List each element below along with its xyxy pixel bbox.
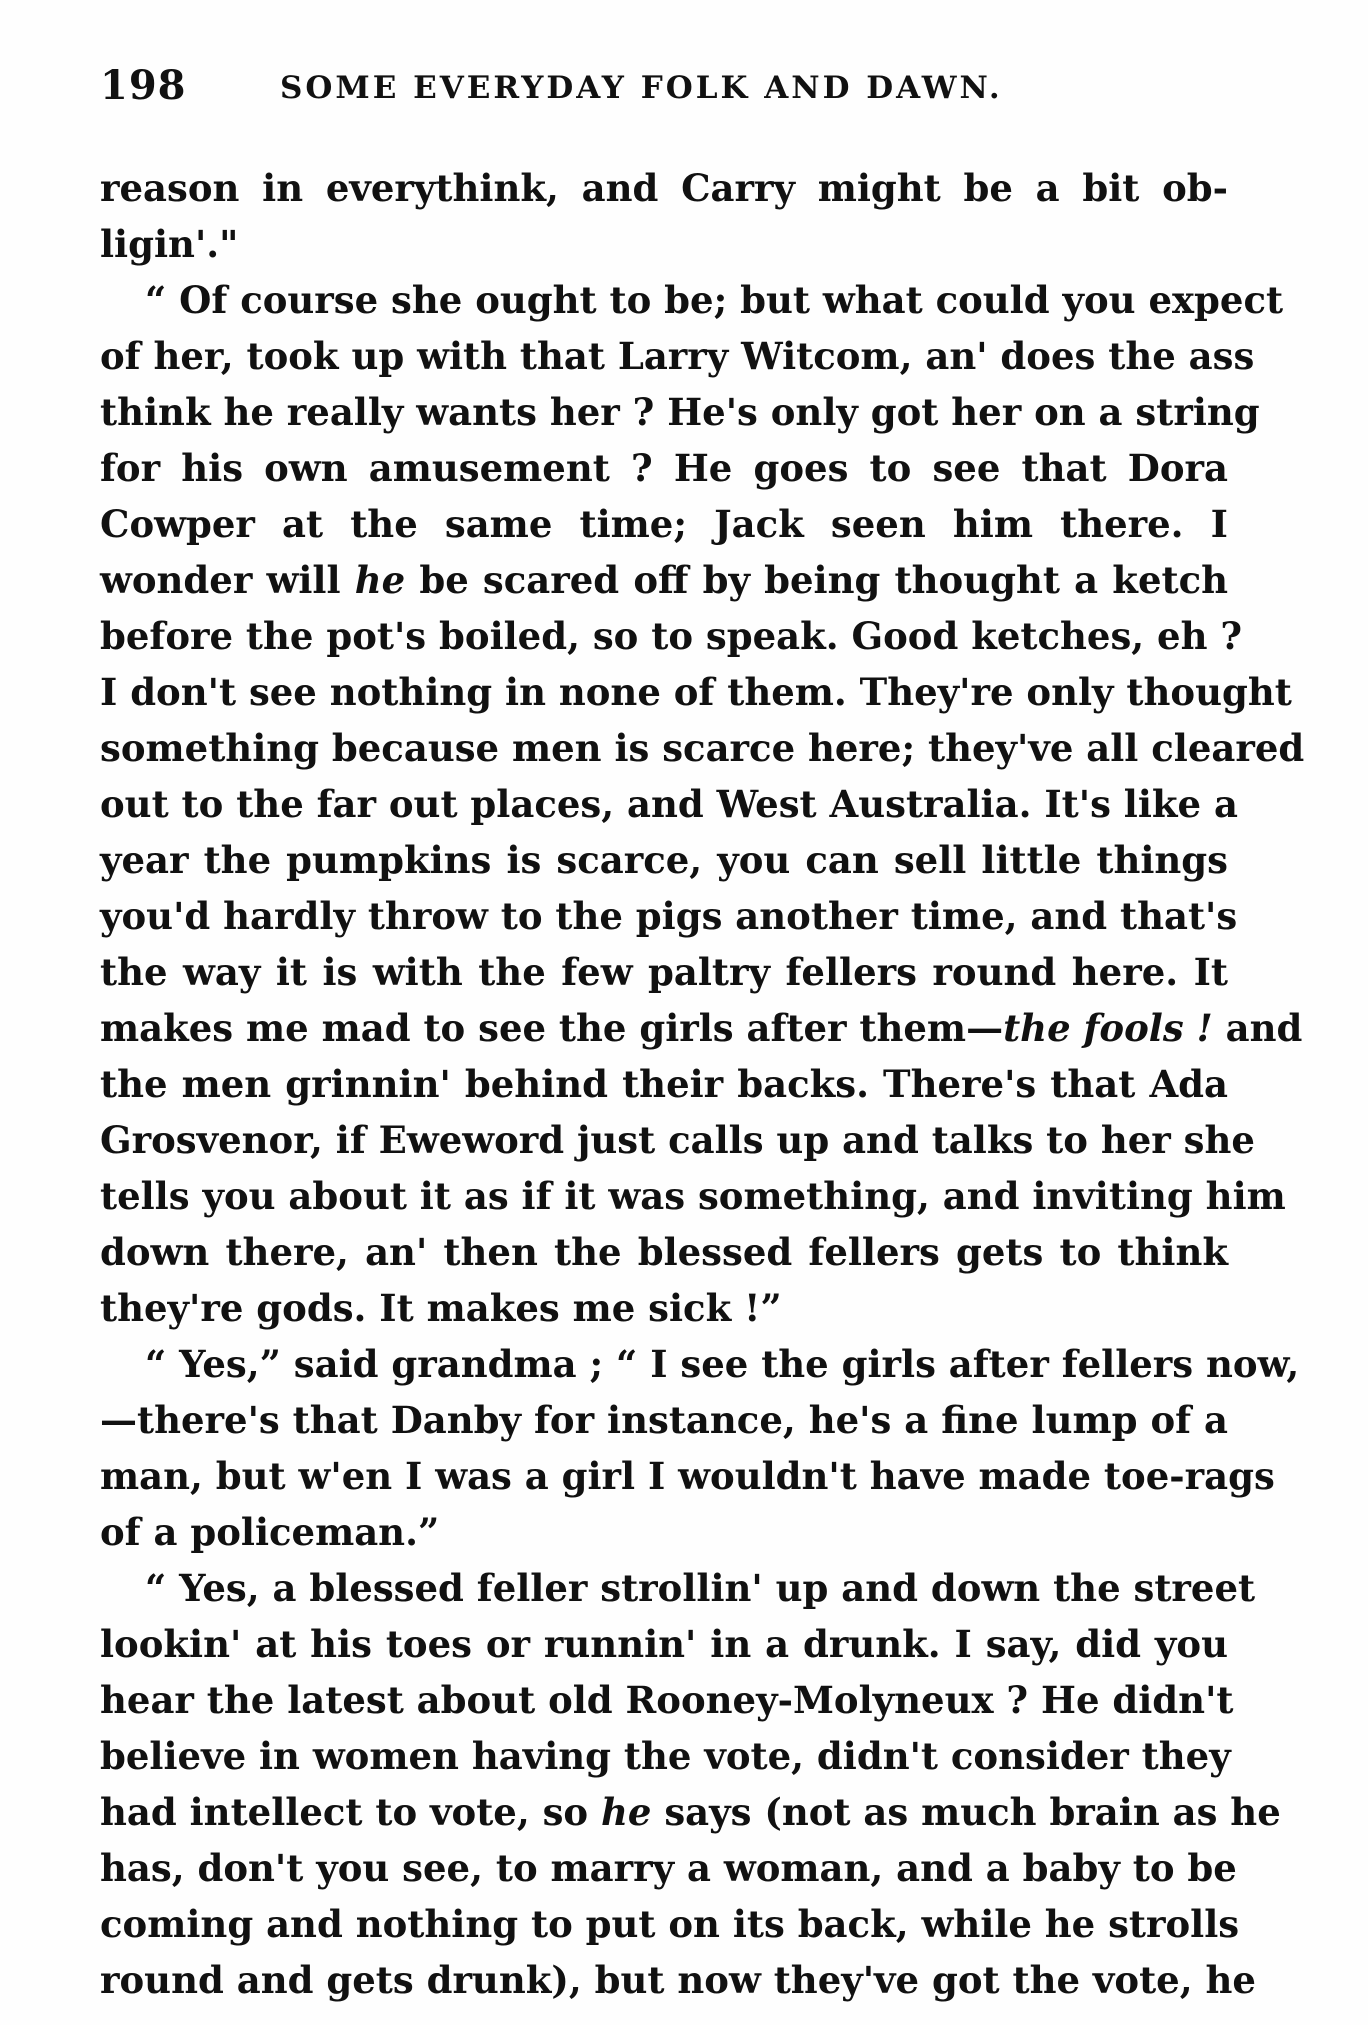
text-line: the men grinnin' behind their backs. There's that Ada: [100, 1062, 1228, 1106]
text-line: coming and nothing to put on its back, while he strolls: [100, 1902, 1240, 1946]
text-line: something because men is scarce here; they've all cleared: [100, 726, 1305, 770]
text-line: for his own amusement ? He goes to see that Dora: [100, 446, 1228, 490]
italic-word: he: [354, 558, 406, 602]
text-line: “ Yes, a blessed feller strollin' up and down the street: [145, 1566, 1256, 1610]
text-line: out to the far out places, and West Australia. It's like a: [100, 782, 1238, 826]
text-line: lookin' at his toes or runnin' in a drunk. I say, did you: [100, 1622, 1228, 1666]
text-line: before the pot's boiled, so to speak. Good ketches, eh ?: [100, 614, 1243, 658]
text-line: Grosvenor, if Eweword just calls up and talks to her she: [100, 1118, 1255, 1162]
running-title: SOME EVERYDAY FOLK AND DAWN.: [280, 70, 1003, 106]
line-part: had intellect to vote, so: [100, 1790, 601, 1834]
text-line: —there's that Danby for instance, he's a fine lump of a: [100, 1398, 1228, 1442]
running-head: [100, 62, 1228, 122]
text-line: hear the latest about old Rooney-Molyneux ? He didn't: [100, 1678, 1234, 1722]
text-line: has, don't you see, to marry a woman, and a baby to be: [100, 1846, 1237, 1890]
text-line: [100, 1000, 1303, 1056]
line-part: makes me mad to see the girls after them—: [100, 1006, 1004, 1050]
italic-word: he: [600, 1790, 652, 1834]
text-line: think he really wants her ? He's only got her on a string: [100, 390, 1260, 434]
text-line: “ Of course she ought to be; but what could you expect: [145, 278, 1284, 322]
text-line: reason in everythink, and Carry might be a bit ob-: [100, 166, 1228, 210]
text-line: [100, 1784, 1281, 1840]
text-line: man, but w'en I was a girl I wouldn't have made toe-rags: [100, 1454, 1275, 1498]
line-part: and: [1212, 1006, 1303, 1050]
text-line: round and gets drunk), but now they've got the vote, he: [100, 1958, 1256, 2002]
text-line: down there, an' then the blessed fellers gets to think: [100, 1230, 1228, 1274]
text-line: believe in women having the vote, didn't consider they: [100, 1734, 1231, 1778]
italic-phrase: the fools !: [1003, 1006, 1213, 1050]
text-line: ligin'.": [100, 222, 239, 266]
page-number: 198: [100, 62, 187, 109]
text-line: year the pumpkins is scarce, you can sell little things: [100, 838, 1228, 882]
text-line: Cowper at the same time; Jack seen him there. I: [100, 502, 1228, 546]
text-line: I don't see nothing in none of them. They're only thought: [100, 670, 1292, 714]
body-text: [100, 160, 1305, 2008]
text-line: the way it is with the few paltry fellers round here. It: [100, 950, 1228, 994]
line-part: says (not as much brain as he: [651, 1790, 1281, 1834]
text-line: you'd hardly throw to the pigs another time, and that's: [100, 894, 1238, 938]
line-part: be scared off by being thought a ketch: [405, 558, 1228, 602]
text-line: of her, took up with that Larry Witcom, an' does the ass: [100, 334, 1255, 378]
text-line: [100, 552, 1228, 608]
line-part: wonder will: [100, 558, 355, 602]
text-line: they're gods. It makes me sick !”: [100, 1286, 782, 1330]
text-line: of a policeman.”: [100, 1510, 440, 1554]
text-line: “ Yes,” said grandma ; “ I see the girls after fellers now,: [145, 1342, 1300, 1386]
text-line: tells you about it as if it was something, and inviting him: [100, 1174, 1286, 1218]
